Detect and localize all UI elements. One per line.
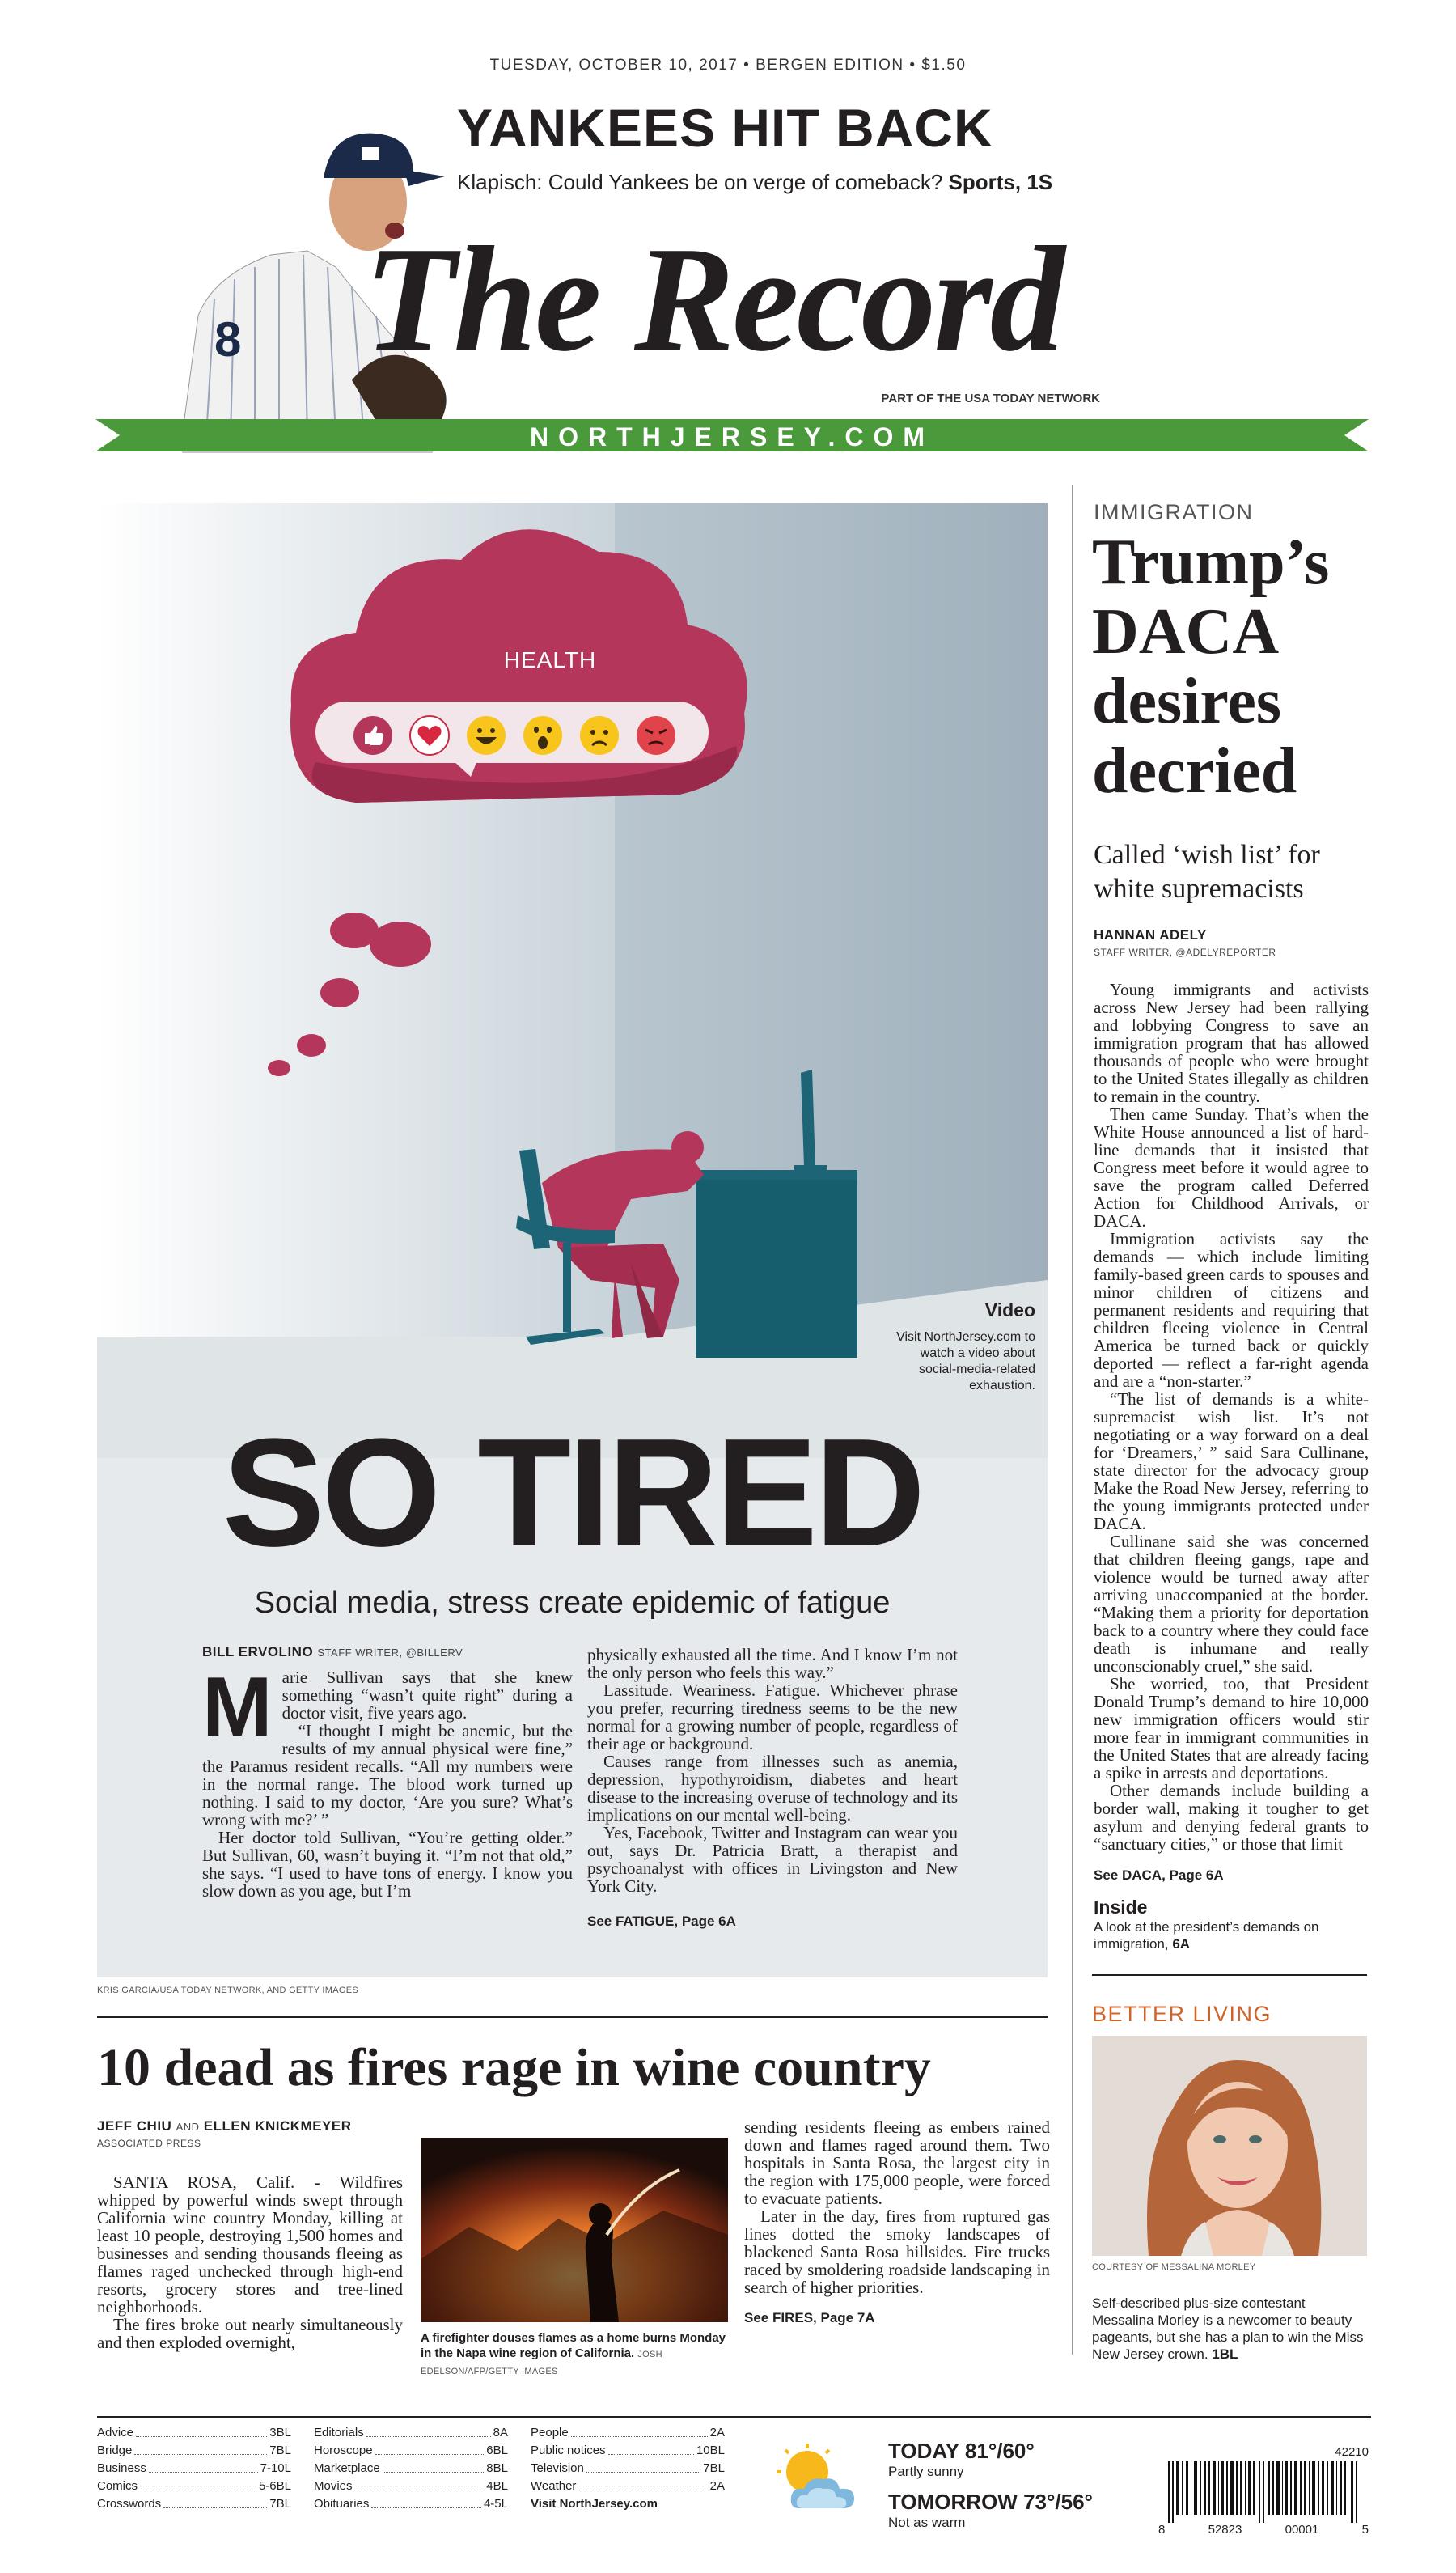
lead-paragraph: arie Sullivan says that she knew something “wasn’t quite right” during a doctor visit, five years ago. — [281, 1668, 573, 1723]
like-icon — [353, 715, 393, 756]
promo-ref: Sports, 1S — [948, 170, 1053, 194]
fires-byline — [97, 2118, 404, 2151]
byline-and: AND — [176, 2121, 200, 2133]
lead-column-1 — [202, 1660, 573, 1901]
fires-jump-link[interactable]: See FIRES, Page 7A — [744, 2310, 875, 2325]
index-row[interactable]: People 2A — [531, 2426, 725, 2439]
promo-teaser[interactable] — [457, 170, 1052, 195]
daca-headline[interactable]: Trump’s DACA desires decried — [1092, 527, 1330, 807]
teaser-ref: 1BL — [1212, 2346, 1238, 2362]
partly-sunny-icon — [775, 2444, 864, 2516]
inside-title: Inside — [1094, 1897, 1148, 1918]
index-row[interactable]: Movies 4BL — [314, 2479, 508, 2493]
rail-section-divider — [1092, 1974, 1367, 1976]
index-row[interactable]: Weather 2A — [531, 2479, 725, 2493]
byline-title: STAFF WRITER, @BILLERV — [317, 1647, 463, 1659]
fires-paragraph: sending residents fleeing as embers rained down and flames raged around them. Two hospitals in Santa Rosa, the largest city in the region with 175,000 people, were forced to evacuate patients. — [744, 2117, 1050, 2208]
byline-name: BILL ERVOLINO — [202, 1644, 314, 1660]
index-row[interactable]: Horoscope 6BL — [314, 2444, 508, 2457]
sad-icon — [579, 715, 620, 756]
lead-paragraph: Yes, Facebook, Twitter and Instagram can wear you out, says Dr. Patricia Bratt, a therapist and psychoanalyst with offices in Livingston and New York City. — [587, 1823, 958, 1896]
network-tagline: PART OF THE USA TODAY NETWORK — [881, 392, 1100, 405]
angry-icon — [636, 715, 676, 756]
lead-column-2 — [587, 1646, 958, 1931]
lead-jump-link[interactable]: See FATIGUE, Page 6A — [587, 1914, 736, 1929]
daca-kicker: IMMIGRATION — [1094, 500, 1254, 524]
today-temp: 81°/60° — [964, 2439, 1035, 2463]
today-desc: Partly sunny — [888, 2464, 964, 2479]
lead-headline[interactable]: SO TIRED — [222, 1407, 923, 1579]
byline-title: STAFF WRITER, @ADELYREPORTER — [1094, 947, 1276, 958]
index-row[interactable]: Bridge 7BL — [97, 2444, 291, 2457]
lead-paragraph: “I thought I might be anemic, but the results of my annual physical were fine,” the Paramus resident recalls. “All my numbers were in the normal range. The blood work turned up nothing. I said to my doctor, ‘Are you sure? What’s wrong with me?’ ” — [202, 1721, 573, 1829]
lead-paragraph: Causes range from illnesses such as anemia, depression, hypothyroidism, diabetes and heart disease to the increasing overuse of technology and its implications on our mental well-being. — [587, 1752, 958, 1825]
byline-title: ASSOCIATED PRESS — [97, 2138, 201, 2149]
video-title: Video — [984, 1299, 1035, 1320]
index-row[interactable]: Advice 3BL — [97, 2426, 291, 2439]
daca-inside[interactable] — [1094, 1897, 1369, 1952]
index-row[interactable]: Obituaries 4-5L — [314, 2497, 508, 2511]
website-link[interactable]: NORTHJERSEY.COM — [529, 422, 935, 451]
inside-ref: 6A — [1172, 1936, 1191, 1952]
pageant-contestant-photo — [1092, 2036, 1367, 2256]
lead-subhead: Social media, stress create epidemic of fatigue — [254, 1586, 891, 1620]
index-row[interactable]: Crosswords 7BL — [97, 2497, 291, 2511]
daca-body — [1094, 981, 1369, 1853]
teaser-text: Self-described plus-size contestant Messalina Morley is a newcomer to beauty pageants, but she has a plan to win the Miss New Jersey crown. — [1092, 2295, 1364, 2362]
wildfire-photo — [421, 2138, 728, 2322]
fires-column-1 — [97, 2173, 403, 2351]
promo-headline[interactable]: YANKEES HIT BACK — [457, 98, 993, 158]
tomorrow-temp: 73°/56° — [1023, 2490, 1093, 2514]
daca-paragraph: She worried, too, that President Donald Trump’s demand to hire 10,000 new immigration officers would stir more fear in immigrant communities in the United States that are already facing a spike in arrests and deportations. — [1094, 1674, 1369, 1782]
video-text: Visit NorthJersey.com to watch a video about social-media-related exhaustion. — [896, 1330, 1035, 1392]
fires-top-rule — [97, 2016, 1048, 2018]
index-row[interactable]: Marketplace 8BL — [314, 2461, 508, 2475]
lead-paragraph: Lassitude. Weariness. Fatigue. Whichever phrase you prefer, recurring tiredness seems to be the new normal for a growing number of people, regardless of their age or background. — [587, 1681, 958, 1753]
daca-jump-link[interactable]: See DACA, Page 6A — [1094, 1867, 1224, 1883]
barcode — [1158, 2445, 1369, 2542]
lead-paragraph: Her doctor told Sullivan, “You’re getting older.” But Sullivan, 60, wasn’t buying it. “I’m not that old,” she says. “I used to have tons of energy. I know you slow down as you age, but I’m — [202, 1828, 573, 1901]
index-row[interactable]: Television 7BL — [531, 2461, 725, 2475]
footer-rule — [97, 2416, 1371, 2418]
better-living-photo-credit: COURTESY OF MESSALINA MORLEY — [1092, 2262, 1256, 2272]
daca-paragraph: “The list of demands is a white-supremacist wish list. It’s not negotiating or a way forward on a deal for ‘Dreamers,’ ” said Sara Cullinane, state director for the advocacy group Make the Road New Jersey, referring to the young immigrants protected under DACA. — [1094, 1389, 1369, 1533]
lead-illustration-credit: KRIS GARCIA/USA TODAY NETWORK, AND GETTY IMAGES — [97, 1986, 358, 1995]
index-row[interactable]: Editorials 8A — [314, 2426, 508, 2439]
haha-icon — [466, 715, 506, 756]
daca-paragraph: Immigration activists say the demands — which include limiting family-based green cards to spouses and minor children of citizens and permanent residents and requiring that children fleeing violence in Central America be turned back or quickly deported — reflect a far-right agenda and are a “non-starter.” — [1094, 1229, 1369, 1391]
daca-paragraph: Other demands include building a border wall, making it tougher to get asylum and denying federal grants to “sanctuary cities,” or those that limit — [1094, 1781, 1369, 1854]
barcode-bars — [1168, 2461, 1359, 2523]
index-column-2 — [314, 2424, 508, 2513]
fires-paragraph: Later in the day, fires from ruptured gas lines dotted the smoky landscapes of blackened Santa Rosa hillsides. Fire trucks raced by smoldering roadside landscaping in search of higher priorities. — [744, 2206, 1050, 2297]
index-row[interactable]: Business 7-10L — [97, 2461, 291, 2475]
byline-name: JEFF CHIU — [97, 2118, 172, 2134]
love-icon — [409, 715, 450, 756]
fires-column-2 — [744, 2118, 1050, 2327]
wow-icon — [523, 715, 563, 756]
index-website-link[interactable]: Visit NorthJersey.com — [531, 2497, 658, 2511]
tomorrow-desc: Not as warm — [888, 2515, 966, 2530]
fires-paragraph: SANTA ROSA, Calif. - Wildfires whipped by powerful winds swept through California wine country Monday, killing at least 10 people, destroying 1,500 homes and businesses and sending thousands fleeing as flames raged unchecked through high-end resorts, grocery stores and tree-lined neighborhoods. — [97, 2172, 403, 2317]
better-living-teaser[interactable] — [1092, 2295, 1367, 2363]
lead-illustration — [97, 503, 1048, 1977]
dateline: TUESDAY, OCTOBER 10, 2017 • BERGEN EDITION • $1.50 — [489, 57, 967, 74]
daca-byline — [1094, 927, 1369, 960]
fires-headline[interactable]: 10 dead as fires rage in wine country — [97, 2038, 931, 2097]
byline-name: ELLEN KNICKMEYER — [203, 2118, 352, 2134]
barcode-top-number: 42210 — [1335, 2445, 1369, 2459]
inside-text: A look at the president’s demands on immigration, — [1094, 1919, 1319, 1952]
weather-forecast — [888, 2439, 1115, 2531]
daca-paragraph: Young immigrants and activists across New Jersey had been rallying and lobbying Congress to save an immigration program that has allowed thousands of people who were brought to the United States illegally as children to remain in the country. — [1094, 980, 1369, 1106]
index-column-1 — [97, 2424, 291, 2513]
newspaper-title: The Record — [364, 216, 1063, 383]
wildfire-caption — [421, 2330, 728, 2380]
index-row[interactable]: Comics 5-6BL — [97, 2479, 291, 2493]
byline-name: HANNAN ADELY — [1094, 927, 1207, 943]
rail-divider — [1072, 485, 1073, 2355]
tomorrow-label: TOMORROW — [888, 2490, 1018, 2514]
daca-subhead: Called ‘wish list’ for white supremacists — [1094, 840, 1320, 904]
barcode-digits: 8 52823 00001 5 — [1158, 2523, 1369, 2537]
fires-paragraph: The fires broke out nearly simultaneously and then exploded overnight, — [97, 2315, 403, 2352]
today-label: TODAY — [888, 2439, 959, 2463]
reaction-icons — [353, 715, 709, 764]
daca-paragraph: Then came Sunday. That’s when the White House announced a list of hard-line demands that it insisted that Congress meet before it would agree to save the program called Deferred Action for Childhood Arrivals, or DACA. — [1094, 1104, 1369, 1231]
photo-credit: JOSH EDELSON/AFP/GETTY IMAGES — [421, 2350, 662, 2376]
index-column-3 — [531, 2424, 725, 2513]
lead-byline — [202, 1644, 463, 1660]
caption-text: A firefighter douses flames as a home burns Monday in the Napa wine region of California. — [421, 2331, 726, 2360]
video-promo[interactable] — [785, 1299, 1035, 1394]
svg-text:8: 8 — [214, 312, 242, 367]
bubble-label: HEALTH — [503, 647, 597, 672]
daca-paragraph: Cullinane said she was concerned that children fleeing gangs, rape and violence would be turned away after arriving unaccompanied at the border. “Making them a priority for deportation back to a country where they could face death is inhumane and really unconscionably cruel,” she said. — [1094, 1532, 1369, 1676]
better-living-kicker[interactable]: BETTER LIVING — [1092, 2002, 1272, 2026]
lead-paragraph: physically exhausted all the time. And I know I’m not the only person who feels this way.” — [587, 1645, 958, 1682]
drop-cap: M — [202, 1660, 273, 1754]
promo-text: Klapisch: Could Yankees be on verge of comeback? — [457, 170, 949, 194]
index-row[interactable]: Public notices 10BL — [531, 2444, 725, 2457]
